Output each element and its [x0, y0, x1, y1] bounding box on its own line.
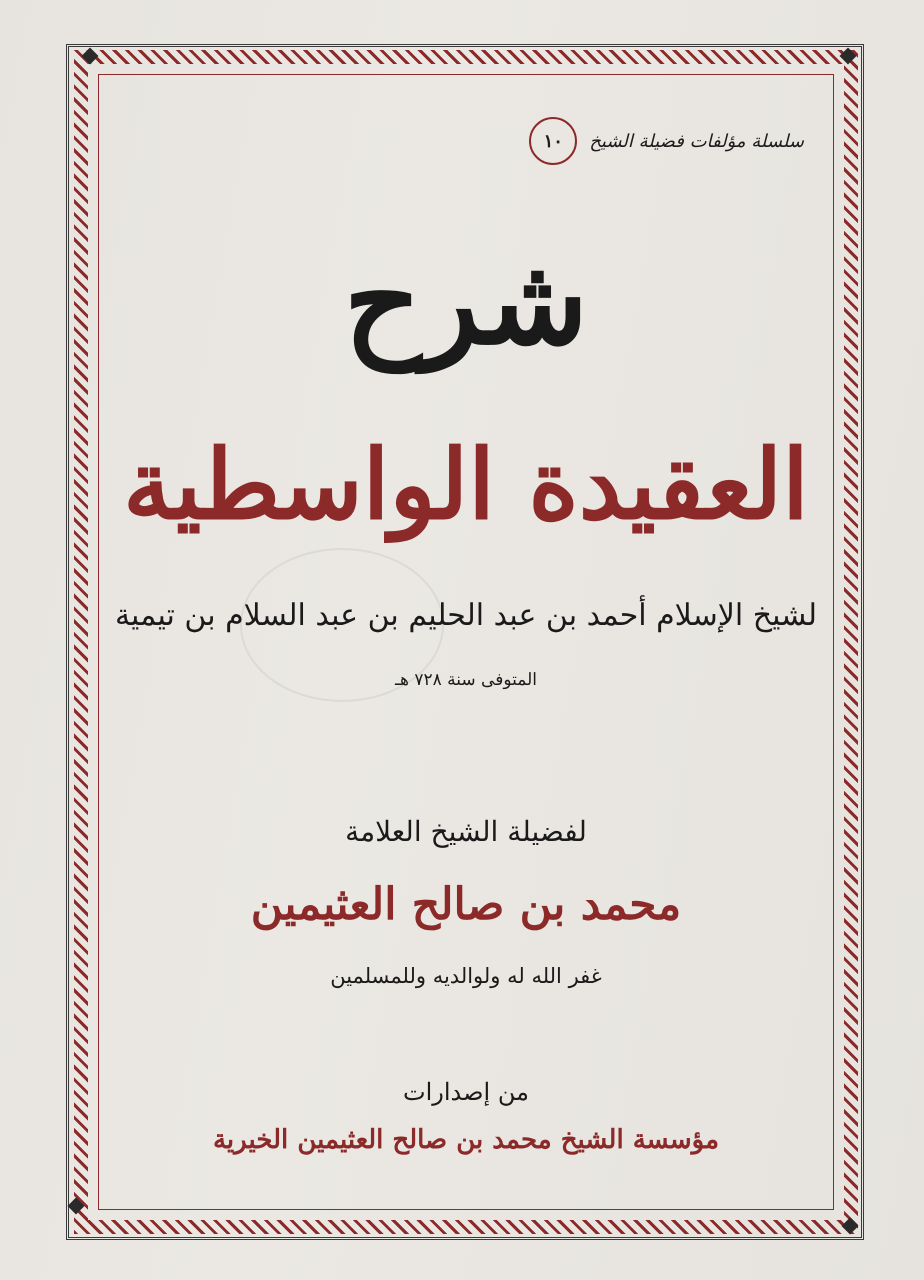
commentator-honorific: لفضيلة الشيخ العلامة [345, 815, 587, 848]
publisher-name: مؤسسة الشيخ محمد بن صالح العثيمين الخيرية [212, 1125, 720, 1155]
commentator-name: محمد بن صالح العثيمين [250, 879, 682, 930]
publisher-intro: من إصدارات [403, 1078, 529, 1106]
title-line-sharh: شرح [343, 231, 589, 372]
original-author: لشيخ الإسلام أحمد بن عبد الحليم بن عبد السلام بن تيمية [114, 598, 818, 633]
book-title: العقيدة الواسطية [123, 428, 809, 541]
commentator-prayer: غفر الله له ولوالديه وللمسلمين [330, 964, 602, 988]
series-label: سلسلة مؤلفات فضيلة الشيخ [589, 130, 804, 152]
series-header [504, 116, 804, 166]
series-number-badge: ١٠ [529, 117, 577, 165]
author-death-year: المتوفى سنة ٧٢٨ هـ [394, 670, 537, 690]
